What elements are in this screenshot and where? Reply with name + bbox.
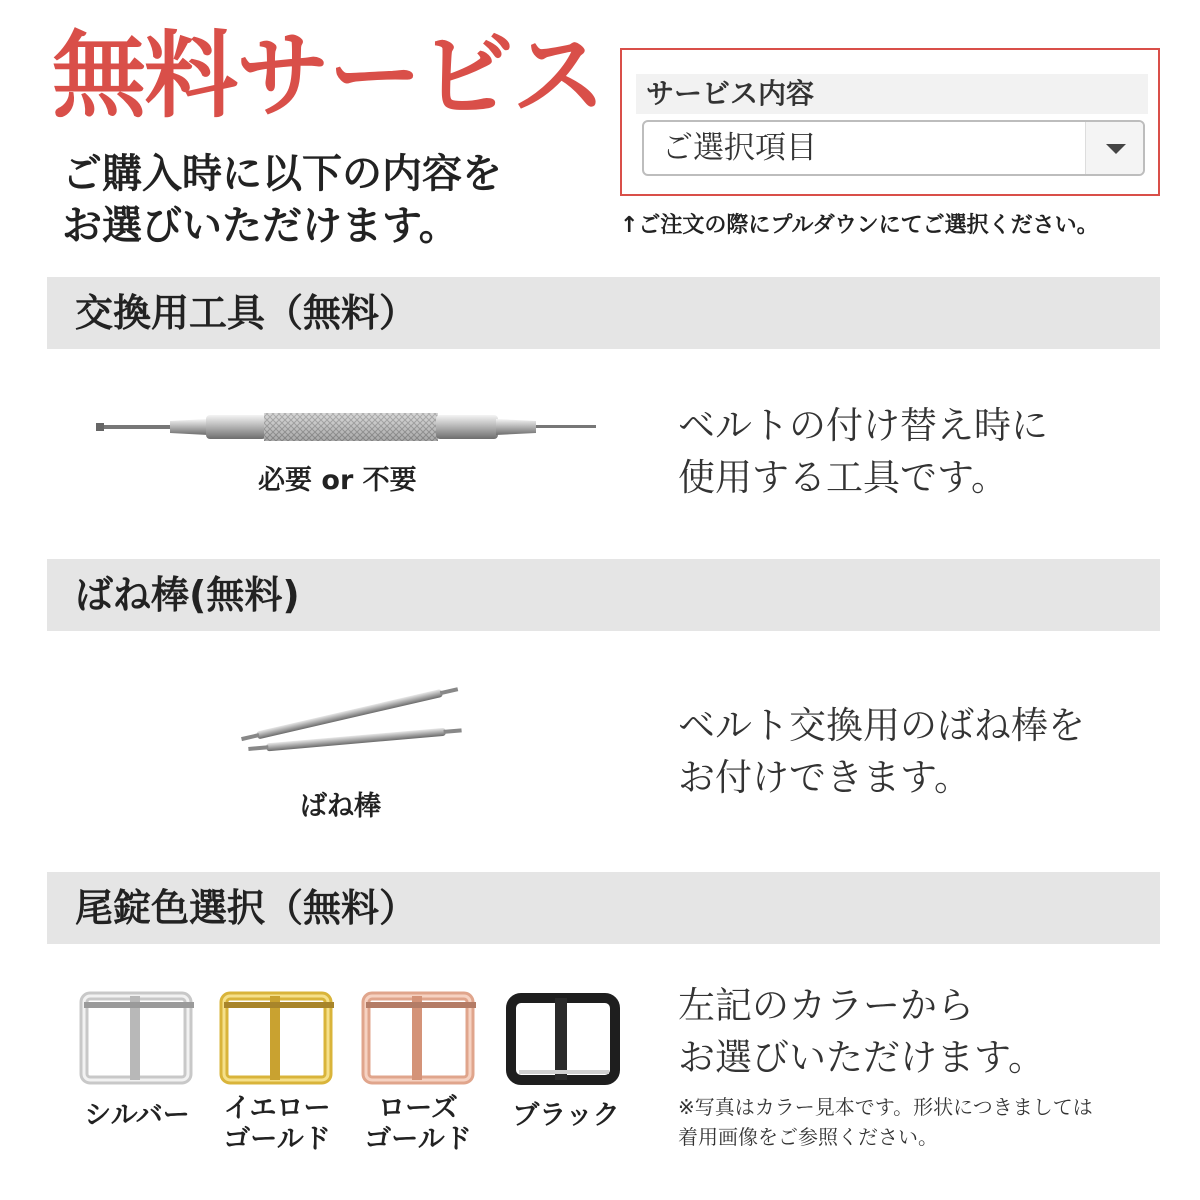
yellow-gold-buckle-image	[218, 990, 338, 1090]
spring-bar-image-label: ばね棒	[300, 791, 381, 822]
section-title-buckle-color: 尾錠色選択（無料）	[75, 886, 418, 930]
buckle-color-note	[678, 1092, 1093, 1152]
description-line: 使用する工具です。	[678, 456, 1009, 499]
note-line: 着用画像をご参照ください。	[678, 1125, 938, 1149]
chevron-down-icon[interactable]	[1085, 122, 1143, 174]
description-line: お選びいただけます。	[678, 1036, 1046, 1079]
spring-bar-tool-image	[96, 405, 606, 455]
black-buckle-image	[505, 990, 625, 1090]
service-select-note: ↑ご注文の際にプルダウンにてご選択ください。	[620, 213, 1099, 238]
section-title-spring-bar: ばね棒(無料)	[75, 573, 300, 617]
buckle-label-line: ローズ	[378, 1093, 458, 1124]
spring-bar-image	[236, 680, 466, 760]
buckle-label-rose-gold	[357, 1093, 479, 1155]
buckle-label-yellow-gold	[213, 1093, 341, 1155]
buckle-label-line: ゴールド	[223, 1124, 331, 1155]
section-header-tool	[47, 277, 1160, 349]
service-dropdown-value: ご選択項目	[662, 130, 817, 166]
silver-buckle-image	[78, 990, 198, 1090]
subtitle-line-2: お選びいただけます。	[62, 203, 459, 249]
section-description-spring-bar	[678, 700, 1085, 804]
buckle-label-line: シルバー	[84, 1100, 190, 1131]
section-description-buckle-color	[678, 980, 1045, 1084]
section-header-buckle-color	[47, 872, 1160, 944]
buckle-label-line: イエロー	[223, 1093, 331, 1124]
page-headline: 無料サービス	[52, 22, 605, 131]
subtitle-line-1: ご購入時に以下の内容を	[62, 151, 502, 197]
buckle-label-line: ゴールド	[364, 1124, 472, 1155]
service-select-panel	[620, 48, 1160, 196]
service-select-label: サービス内容	[636, 74, 1148, 114]
description-line: ベルト交換用のばね棒を	[678, 704, 1085, 747]
description-line: ベルトの付け替え時に	[678, 404, 1048, 447]
section-title-tool: 交換用工具（無料）	[75, 291, 418, 335]
buckle-label-black	[505, 1100, 627, 1131]
note-line: ※写真はカラー見本です。形状につきましては	[678, 1095, 1093, 1119]
section-header-spring-bar	[47, 559, 1160, 631]
description-line: お付けできます。	[678, 756, 972, 799]
section-description-tool	[678, 400, 1048, 504]
buckle-label-line: ブラック	[512, 1100, 620, 1131]
page-subtitle	[62, 148, 502, 252]
buckle-label-silver	[78, 1100, 196, 1131]
description-line: 左記のカラーから	[678, 984, 974, 1027]
rose-gold-buckle-image	[360, 990, 480, 1090]
service-dropdown[interactable]	[642, 120, 1145, 176]
tool-image-label: 必要 or 不要	[258, 465, 417, 496]
